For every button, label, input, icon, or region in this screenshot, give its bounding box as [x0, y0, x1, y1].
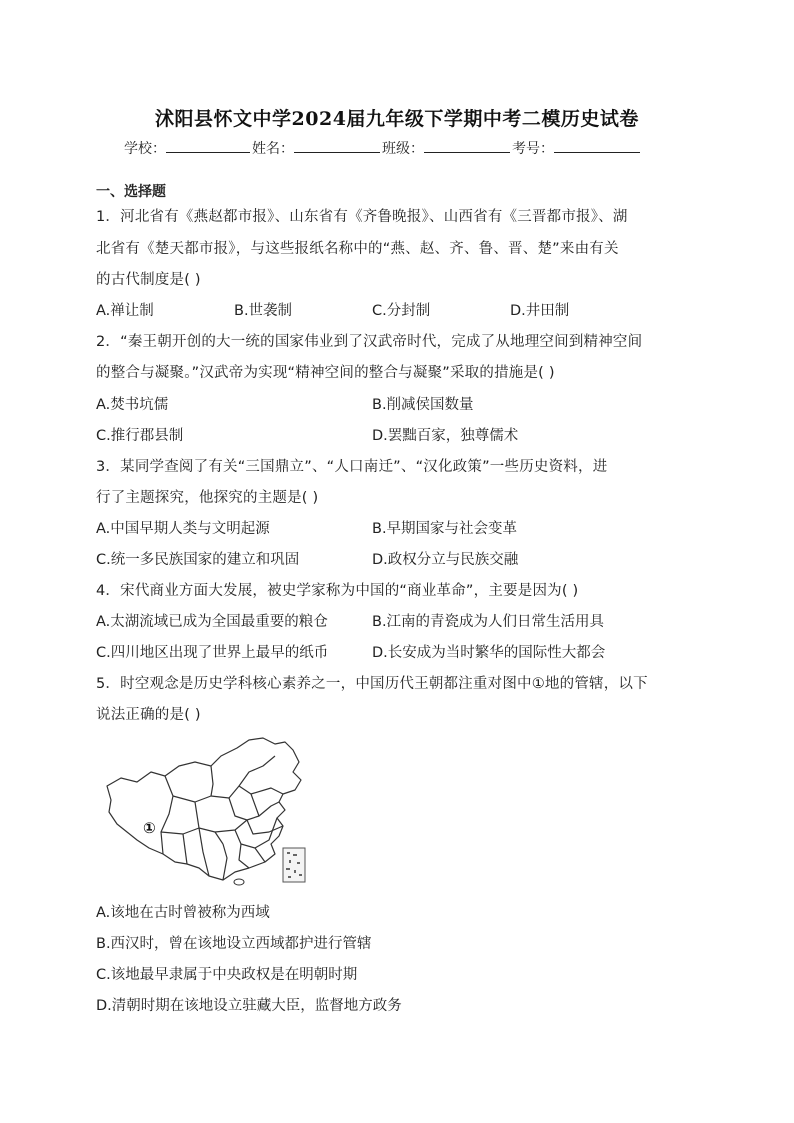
page-title: 沭阳县怀文中学2024届九年级下学期中考二模历史试卷: [155, 108, 639, 130]
province-line: [215, 820, 247, 832]
q2-option-b[interactable]: B.削减侯国数量: [372, 397, 474, 413]
q4-option-a[interactable]: A.太湖流域已成为全国最重要的粮仓: [96, 614, 328, 630]
question-1-line-3: 的古代制度是( ): [96, 272, 201, 288]
province-line: [195, 802, 199, 828]
province-line: [239, 786, 259, 816]
province-line: [183, 834, 187, 864]
q5-option-b[interactable]: B.西汉时，曾在该地设立西域都护进行管辖: [96, 936, 372, 952]
province-line: [239, 844, 249, 868]
question-5-line-1: 5．时空观念是历史学科核心素养之一，中国历代王朝都注重对图中①地的管辖，以下: [96, 676, 648, 692]
question-5-line-2: 说法正确的是( ): [96, 707, 201, 723]
province-line: [247, 820, 283, 834]
name-blank[interactable]: [294, 136, 380, 153]
q3-option-c[interactable]: C.统一多民族国家的建立和巩固: [96, 552, 300, 568]
province-line: [229, 756, 275, 798]
q4-option-c[interactable]: C.四川地区出现了世界上最早的纸币: [96, 645, 329, 661]
q3-option-a[interactable]: A.中国早期人类与文明起源: [96, 521, 270, 537]
q3-option-d[interactable]: D.政权分立与民族交融: [372, 552, 519, 568]
class-label: 班级：: [382, 141, 424, 157]
question-3-line-2: 行了主题探究，他探究的主题是( ): [96, 490, 319, 506]
exam-no-blank[interactable]: [554, 136, 640, 153]
q5-option-c[interactable]: C.该地最早隶属于中央政权是在明朝时期: [96, 967, 358, 983]
province-line: [161, 776, 173, 854]
section-title: 一、选择题: [96, 184, 166, 200]
exam-no-label: 考号：: [512, 141, 554, 157]
q3-option-b[interactable]: B.早期国家与社会变革: [372, 521, 518, 537]
student-info-row: [124, 136, 684, 158]
province-line: [161, 828, 223, 844]
question-2-line-1: 2．“秦王朝开创的大一统的国家伟业到了汉武帝时代，完成了从地理空间到精神空间: [96, 334, 643, 350]
province-line: [173, 796, 229, 802]
china-map-figure: [99, 736, 313, 886]
q2-option-a[interactable]: A.焚书坑儒: [96, 397, 169, 413]
q1-option-b[interactable]: B.世袭制: [234, 303, 293, 319]
name-label: 姓名：: [252, 141, 294, 157]
map-marker-1: ①: [143, 819, 156, 837]
question-2-line-2: 的整合与凝聚。”汉武帝为实现“精神空间的整合与凝聚”采取的措施是( ): [96, 365, 555, 381]
class-blank[interactable]: [424, 136, 510, 153]
q2-option-d[interactable]: D.罢黜百家，独尊儒术: [372, 428, 519, 444]
q5-option-d[interactable]: D.清朝时期在该地设立驻藏大臣，监督地方政务: [96, 998, 402, 1014]
q1-option-a[interactable]: A.禅让制: [96, 303, 154, 319]
question-1-line-1: 1．河北省有《燕赵都市报》、山东省有《齐鲁晚报》、山西省有《三晋都市报》、湖: [96, 209, 628, 225]
school-label: 学校：: [124, 141, 166, 157]
island-shape: [234, 879, 244, 885]
q1-option-c[interactable]: C.分封制: [372, 303, 431, 319]
q2-option-c[interactable]: C.推行郡县制: [96, 428, 184, 444]
q4-option-b[interactable]: B.江南的青瓷成为人们日常生活用具: [372, 614, 605, 630]
question-3-line-1: 3．某同学查阅了有关“三国鼎立”、“人口南迁”、“汉化政策”一些历史资料，进: [96, 459, 608, 475]
q5-option-a[interactable]: A.该地在古时曾被称为西域: [96, 905, 270, 921]
south-sea-inset: [283, 848, 305, 882]
province-line: [211, 766, 213, 796]
province-line: [251, 788, 283, 794]
question-1-line-2: 北省有《楚天都市报》，与这些报纸名称中的“燕、赵、齐、鲁、晋、楚”来由有关: [96, 241, 619, 257]
question-4-line-1: 4．宋代商业方面大发展，被史学家称为中国的“商业革命”，主要是因为( ): [96, 583, 579, 599]
q1-option-d[interactable]: D.井田制: [510, 303, 570, 319]
q4-option-d[interactable]: D.长安成为当时繁华的国际性大都会: [372, 645, 606, 661]
province-line: [223, 844, 227, 880]
school-blank[interactable]: [166, 136, 250, 153]
